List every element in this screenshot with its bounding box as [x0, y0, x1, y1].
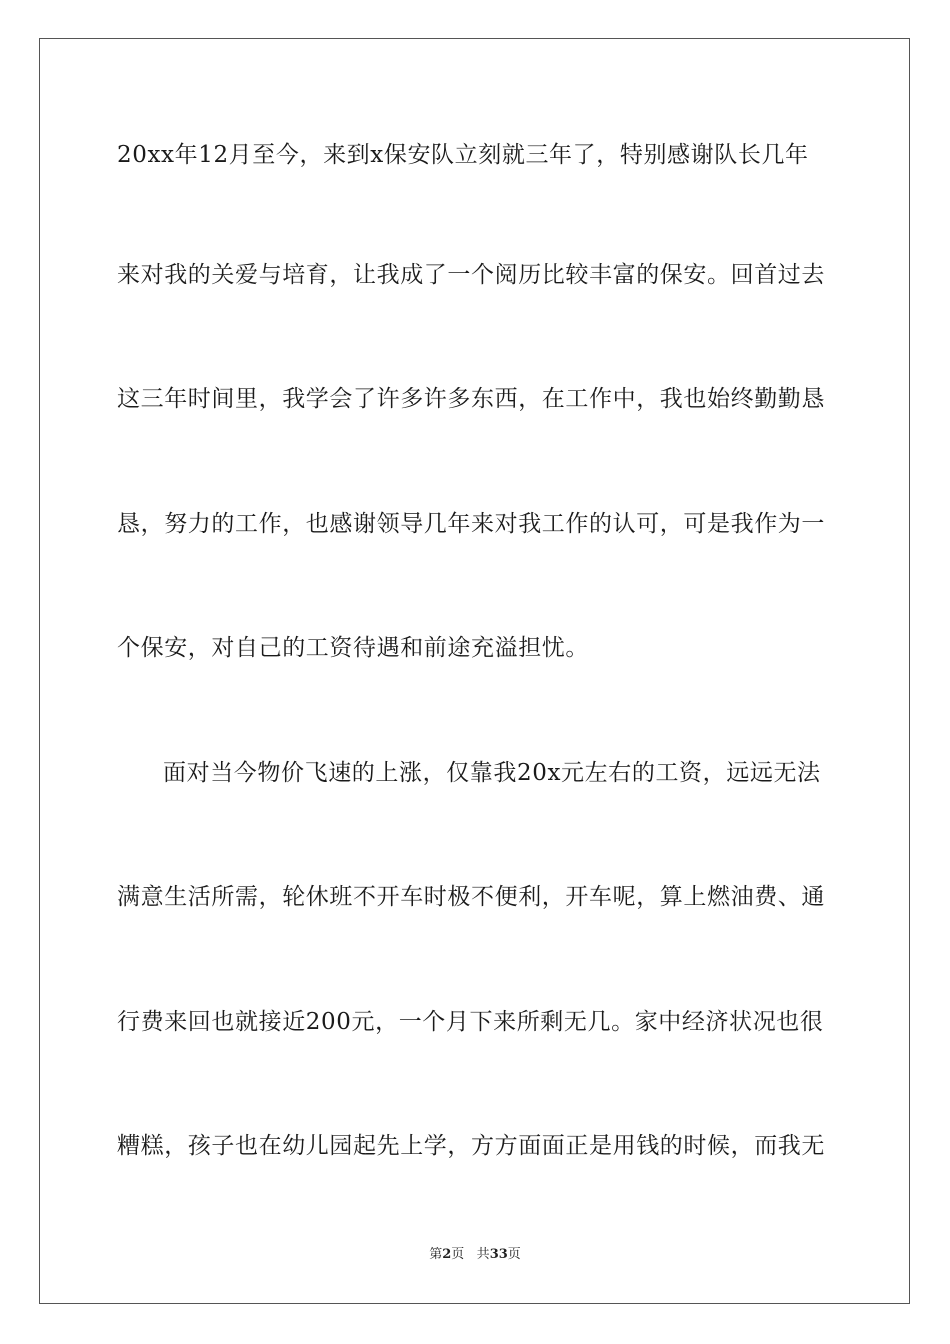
total-prefix: 共: [476, 1247, 490, 1262]
page-footer: [0, 1246, 950, 1264]
paragraph-1-line-3: 这三年时间里，我学会了许多许多东西，在工作中，我也始终勤勤恳: [117, 386, 825, 412]
paragraph-2-line-2: 满意生活所需，轮休班不开车时极不便利，开车呢，算上燃油费、通: [117, 884, 825, 910]
paragraph-1-line-1: 20xx年12月至今，来到x保安队立刻就三年了，特别感谢队长几年: [117, 142, 809, 168]
total-suffix: 页: [507, 1247, 521, 1262]
paragraph-2-line-3: 行费来回也就接近200元，一个月下来所剩无几。家中经济状况也很: [117, 1009, 824, 1035]
page-border: [39, 38, 910, 1304]
paragraph-2-line-4: 糟糕，孩子也在幼儿园起先上学，方方面面正是用钱的时候，而我无: [117, 1133, 825, 1159]
page-prefix: 第: [429, 1247, 443, 1262]
paragraph-2-line-1: 面对当今物价飞速的上涨，仅靠我20x元左右的工资，远远无法: [163, 760, 821, 786]
paragraph-1-line-5: 个保安，对自己的工资待遇和前途充溢担忧。: [117, 635, 589, 661]
paragraph-1-line-2: 来对我的关爱与培育，让我成了一个阅历比较丰富的保安。回首过去: [117, 262, 825, 288]
page-suffix: 页: [451, 1247, 465, 1262]
total-pages: 33: [489, 1247, 508, 1262]
page-number: 2: [442, 1247, 452, 1262]
paragraph-1-line-4: 恳，努力的工作，也感谢领导几年来对我工作的认可，可是我作为一: [117, 511, 825, 537]
